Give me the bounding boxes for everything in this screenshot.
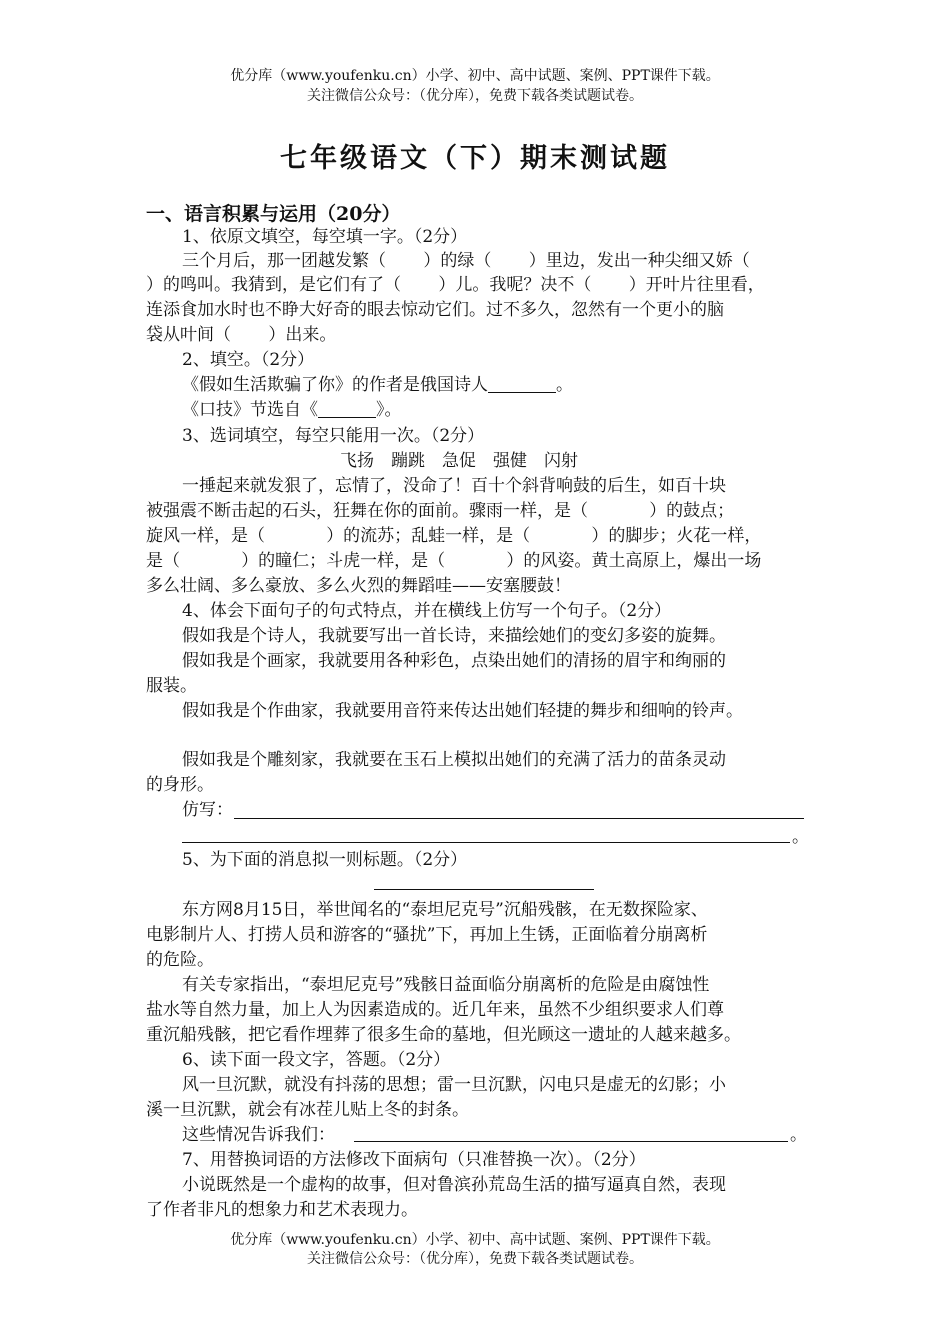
q4-sentence1: 假如我是个诗人，我就要写出一首长诗，来描绘她们的变幻多姿的旋舞。 — [182, 626, 726, 646]
headline-answer-line[interactable] — [374, 889, 594, 890]
q3-line3: 旋风一样，是（ ）的流苏；乱蛙一样，是（ ）的脚步；火花一样， — [146, 526, 762, 546]
q4-sentence2a: 假如我是个画家，我就要用各种彩色，点染出她们的清扬的眉宇和绚丽的 — [182, 651, 726, 671]
page-footer-line2: 关注微信公众号：（优分库），免费下载各类试题试卷。 — [307, 1251, 643, 1267]
section-heading: 一、语言积累与运用（20分） — [146, 203, 401, 225]
q5-prompt: 5、为下面的消息拟一则标题。（2分） — [182, 850, 468, 870]
q7-prompt: 7、用替换词语的方法修改下面病句（只准替换一次）。（2分） — [182, 1150, 646, 1170]
q6-prompt: 6、读下面一段文字，答题。（2分） — [182, 1050, 451, 1070]
q3-line4: 是（ ）的瞳仁；斗虎一样，是（ ）的风姿。黄土高原上，爆出一场 — [146, 551, 762, 571]
q3-line1: 一捶起来就发狠了，忘情了，没命了！百十个斜背响鼓的后生，如百十块 — [182, 476, 726, 496]
q2-line1: 《假如生活欺骗了你》的作者是俄国诗人 。 — [182, 375, 573, 395]
q3-line2: 被强震不断击起的石头，狂舞在你的面前。骤雨一样，是（ ）的鼓点； — [146, 501, 735, 521]
answer-line[interactable] — [182, 842, 790, 843]
q5-para1-line3: 的危险。 — [146, 950, 214, 970]
q5-para2-line2: 盐水等自然力量，加上人为因素造成的。近几年来，虽然不少组织要求人们尊 — [146, 1000, 724, 1020]
page-footer-line1: 优分库（www.youfenku.cn）小学、初中、高中试题、案例、PPT课件下载。 — [230, 1232, 720, 1248]
q6-line2: 溪一旦沉默，就会有冰茬儿贴上冬的封条。 — [146, 1100, 469, 1120]
q3-word-list: 飞扬 蹦跳 急促 强健 闪射 — [340, 451, 578, 471]
q3-line5: 多么壮阔、多么豪放、多么火烈的舞蹈哇——安塞腰鼓！ — [146, 576, 571, 596]
q1-line4: 袋从叶间（ ）出来。 — [146, 325, 337, 345]
q1-line2: ）的鸣叫。我猜到，是它们有了（ ）儿。我呢？决不（ ）开叶片往里看， — [146, 275, 765, 295]
q6-answer-label: 这些情况告诉我们： — [182, 1125, 335, 1145]
q4-end-mark: 。 — [792, 827, 809, 847]
q4-sentence3: 假如我是个作曲家，我就要用音符来传达出她们轻捷的舞步和细响的铃声。 — [182, 701, 743, 721]
q7-line2: 了作者非凡的想象力和艺术表现力。 — [146, 1200, 418, 1220]
page-title: 七年级语文（下）期末测试题 — [280, 143, 670, 174]
q4-sentence4a: 假如我是个雕刻家，我就要在玉石上模拟出她们的充满了活力的苗条灵动 — [182, 750, 726, 770]
answer-blank[interactable] — [318, 400, 376, 418]
q6-line1: 风一旦沉默，就没有抖荡的思想；雷一旦沉默，闪电只是虚无的幻影；小 — [182, 1075, 726, 1095]
page-header-line1: 优分库（www.youfenku.cn）小学、初中、高中试题、案例、PPT课件下载。 — [230, 68, 720, 84]
q3-prompt: 3、选词填空，每空只能用一次。（2分） — [182, 426, 485, 446]
q1-prompt: 1、依原文填空，每空填一字。（2分） — [182, 227, 468, 247]
q4-sentence2b: 服装。 — [146, 676, 197, 696]
answer-line[interactable] — [354, 1141, 788, 1142]
page-header-line2: 关注微信公众号：（优分库），免费下载各类试题试卷。 — [307, 88, 643, 104]
q5-para2-line3: 重沉船残骸，把它看作埋葬了很多生命的墓地，但光顾这一遗址的人越来越多。 — [146, 1025, 741, 1045]
q2-line2: 《口技》节选自《 》。 — [182, 400, 402, 420]
q4-imitate-label: 仿写： — [182, 800, 233, 820]
answer-blank[interactable] — [488, 375, 556, 393]
q1-line1: 三个月后，那一团越发繁（ ）的绿（ ）里边，发出一种尖细又娇（ — [182, 251, 750, 271]
q5-para2-line1: 有关专家指出，“泰坦尼克号”残骸日益面临分崩离析的危险是由腐蚀性 — [182, 975, 710, 995]
q6-end-mark: 。 — [790, 1125, 807, 1145]
q1-line3: 连添食加水时也不睁大好奇的眼去惊动它们。过不多久，忽然有一个更小的脑 — [146, 300, 724, 320]
answer-line[interactable] — [234, 818, 804, 819]
q5-para1-line1: 东方网8月15日，举世闻名的“泰坦尼克号”沉船残骸，在无数探险家、 — [182, 900, 708, 920]
q4-sentence4b: 的身形。 — [146, 775, 214, 795]
q7-line1: 小说既然是一个虚构的故事，但对鲁滨孙荒岛生活的描写逼真自然，表现 — [182, 1175, 726, 1195]
q2-prompt: 2、填空。（2分） — [182, 350, 315, 370]
q5-para1-line2: 电影制片人、打捞人员和游客的“骚扰”下，再加上生锈，正面临着分崩离析 — [146, 925, 708, 945]
q4-prompt: 4、体会下面句子的句式特点，并在横线上仿写一个句子。（2分） — [182, 601, 672, 621]
